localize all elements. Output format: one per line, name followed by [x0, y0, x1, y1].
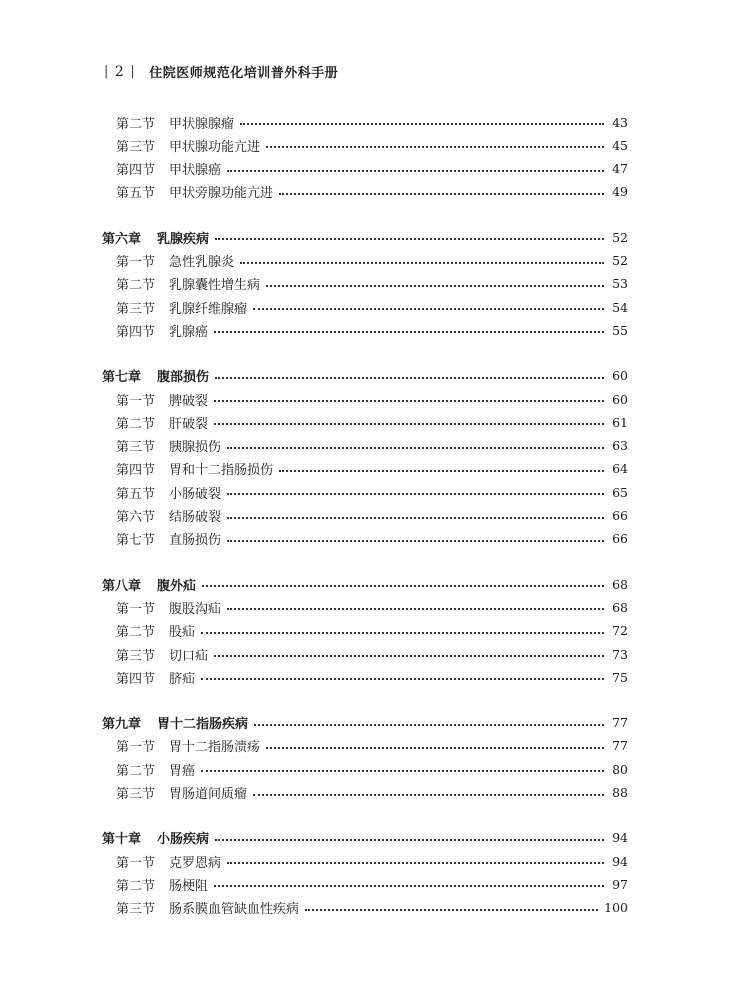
toc-entry-line [116, 598, 628, 617]
section-title: 胃十二指肠溃疡 [169, 740, 261, 756]
section-title: 腹股沟疝 [169, 601, 222, 617]
section-title: 结肠破裂 [169, 510, 222, 525]
dot-leader [266, 747, 604, 749]
dot-leader [214, 423, 604, 425]
dot-leader [305, 909, 598, 911]
chapter-number: 第十章 [102, 832, 142, 848]
section-number: 第二节 [116, 763, 156, 779]
toc-entry-line [102, 828, 628, 847]
chapter-number: 第七章 [102, 370, 142, 386]
toc-entry-line [116, 298, 628, 317]
page-number: 47 [612, 161, 628, 177]
section-title: 股疝 [169, 625, 196, 641]
dot-leader [215, 839, 604, 841]
chapter-number: 第八章 [102, 578, 142, 594]
toc-section-entry[interactable] [0, 621, 730, 641]
section-number: 第三节 [116, 902, 156, 918]
toc-entry-line [116, 898, 628, 917]
section-title: 急性乳腺炎 [169, 255, 235, 270]
header-page-number: 2 [114, 63, 125, 80]
section-number: 第四节 [116, 463, 156, 479]
toc-entry-line [116, 390, 628, 409]
section-number: 第二节 [116, 278, 156, 294]
toc-entry-line [116, 783, 628, 802]
toc-chapter-entry[interactable] [0, 227, 730, 247]
page-number: 63 [612, 438, 628, 454]
page-number: 61 [612, 414, 628, 430]
dot-leader [227, 170, 604, 172]
toc-section-entry[interactable] [0, 320, 730, 340]
toc-section-entry[interactable] [0, 874, 730, 894]
section-number: 第四节 [116, 324, 156, 340]
chapter-title: 乳腺疾病 [157, 231, 210, 247]
toc-section-entry[interactable] [0, 644, 730, 664]
section-number: 第一节 [116, 740, 156, 756]
page-number: 75 [612, 669, 628, 685]
section-number: 第二节 [116, 625, 156, 641]
toc-section-entry[interactable] [0, 412, 730, 432]
section-number: 第二节 [116, 416, 156, 432]
section-number: 第三节 [116, 301, 156, 317]
dot-leader [227, 608, 604, 610]
page-number: 66 [612, 508, 628, 523]
dot-leader [227, 517, 604, 519]
section-number: 第一节 [116, 601, 156, 617]
dot-leader [227, 447, 604, 449]
page-number: 45 [612, 137, 628, 153]
toc-entry-line [102, 713, 628, 732]
section-number: 第三节 [116, 648, 156, 664]
toc-section-entry[interactable] [0, 667, 730, 687]
page-number: 72 [612, 623, 628, 639]
page-number: 80 [612, 761, 628, 777]
toc-section-entry[interactable] [0, 135, 730, 155]
toc-section-entry[interactable] [0, 759, 730, 779]
dot-leader [214, 885, 604, 887]
page-number: 49 [612, 184, 628, 200]
toc-section-entry[interactable] [0, 783, 730, 803]
dot-leader [253, 794, 604, 796]
toc-section-entry[interactable] [0, 898, 730, 918]
dot-leader [202, 585, 604, 587]
page-number: 73 [612, 646, 628, 662]
toc-chapter-entry[interactable] [0, 713, 730, 733]
page-number: 94 [612, 830, 628, 846]
toc-entry-line [116, 436, 628, 455]
section-title: 乳腺纤维腺瘤 [169, 301, 248, 317]
toc-entry-line [116, 645, 628, 664]
dot-leader [279, 193, 604, 195]
dot-leader [266, 285, 604, 287]
page-number: 52 [612, 229, 628, 245]
dot-leader [201, 770, 604, 772]
section-title: 胃癌 [169, 763, 196, 779]
chapter-number: 第九章 [102, 717, 142, 733]
section-number: 第五节 [116, 486, 156, 502]
dot-leader [279, 470, 604, 472]
section-title: 甲状旁腺功能亢进 [169, 186, 274, 202]
dot-leader [227, 540, 604, 542]
toc-section-entry[interactable] [0, 389, 730, 409]
section-title: 肠梗阻 [169, 878, 209, 894]
dot-leader [227, 862, 604, 864]
dot-leader [253, 308, 604, 310]
page-number: 68 [612, 599, 628, 615]
section-title: 胰腺损伤 [169, 440, 222, 456]
section-number: 第一节 [116, 855, 156, 871]
dot-leader [214, 331, 604, 333]
toc-chapter-entry[interactable] [0, 828, 730, 848]
toc-section-entry[interactable] [0, 159, 730, 179]
toc-section-entry[interactable] [0, 851, 730, 871]
page-number: 52 [612, 253, 628, 268]
section-title: 肝破裂 [169, 416, 209, 432]
section-title: 脐疝 [169, 671, 196, 687]
dot-leader [254, 724, 604, 726]
chapter-title: 小肠疾病 [157, 832, 210, 848]
toc-entry-line [116, 182, 628, 201]
toc-chapter-entry[interactable] [0, 574, 730, 594]
section-number: 第三节 [116, 139, 156, 155]
section-number: 第四节 [116, 671, 156, 687]
toc-section-entry[interactable] [0, 736, 730, 756]
page-number: 54 [612, 299, 628, 315]
toc-section-entry[interactable] [0, 251, 730, 271]
dot-leader [214, 655, 604, 657]
section-number: 第二节 [116, 116, 156, 132]
section-title: 胃和十二指肠损伤 [169, 463, 274, 479]
page-number: 97 [612, 876, 628, 892]
section-number: 第四节 [116, 163, 156, 179]
page-number: 60 [612, 368, 628, 384]
dot-leader [201, 678, 604, 680]
section-title: 甲状腺腺瘤 [169, 116, 235, 132]
dot-leader [266, 146, 604, 148]
toc-entry-line [116, 274, 628, 293]
header-book-title: 住院医师规范化培训普外科手册 [149, 66, 339, 81]
chapter-title: 胃十二指肠疾病 [157, 717, 249, 733]
dot-leader [214, 400, 604, 402]
page-number: 60 [612, 391, 628, 407]
section-number: 第六节 [116, 510, 156, 525]
toc-entry-line [116, 159, 628, 178]
toc-entry-line [116, 529, 628, 548]
dot-leader [215, 377, 604, 379]
toc-section-entry[interactable] [0, 112, 730, 132]
section-title: 切口疝 [169, 648, 209, 664]
toc-entry-line [102, 575, 628, 594]
toc-entry-line [116, 621, 628, 640]
section-number: 第七节 [116, 533, 156, 549]
page-number: 55 [612, 322, 628, 338]
toc-entry-line [116, 875, 628, 894]
toc-section-entry[interactable] [0, 597, 730, 617]
page-number: 68 [612, 576, 628, 592]
section-title: 乳腺癌 [169, 324, 209, 340]
toc-section-entry[interactable] [0, 436, 730, 456]
toc-entry-line [116, 760, 628, 779]
toc-entry-line [116, 251, 628, 270]
chapter-title: 腹外疝 [157, 578, 197, 594]
chapter-title: 腹部损伤 [157, 370, 210, 386]
page-number: 94 [612, 853, 628, 869]
toc-entry-line [116, 413, 628, 432]
toc-entry-line [116, 668, 628, 687]
chapter-number: 第六章 [102, 231, 142, 247]
toc-entry-line [116, 321, 628, 340]
toc-chapter-entry[interactable] [0, 366, 730, 386]
section-title: 甲状腺癌 [169, 163, 222, 179]
toc-entry-line [116, 459, 628, 478]
toc-entry-line [116, 852, 628, 871]
section-number: 第二节 [116, 878, 156, 894]
toc-section-entry[interactable] [0, 274, 730, 294]
toc-section-entry[interactable] [0, 482, 730, 502]
toc-entry-line [116, 136, 628, 155]
running-header [98, 62, 338, 81]
section-title: 脾破裂 [169, 393, 209, 409]
section-title: 肠系膜血管缺血性疾病 [169, 902, 300, 918]
section-number: 第三节 [116, 787, 156, 802]
toc-entry-line [116, 113, 628, 132]
header-divider: | [104, 64, 109, 79]
section-title: 直肠损伤 [169, 533, 222, 549]
section-title: 克罗恩病 [169, 855, 222, 871]
dot-leader [215, 238, 604, 240]
page-number: 43 [612, 114, 628, 130]
page-number: 88 [612, 785, 628, 800]
toc-entry-line [102, 366, 628, 385]
dot-leader [227, 493, 604, 495]
toc-section-entry[interactable] [0, 459, 730, 479]
page-number: 65 [612, 484, 628, 500]
toc-entry-line [116, 736, 628, 755]
section-number: 第一节 [116, 393, 156, 409]
section-title: 乳腺囊性增生病 [169, 278, 261, 294]
toc-entry-line [116, 506, 628, 525]
page-number: 64 [612, 461, 628, 477]
header-divider: | [130, 64, 136, 79]
dot-leader [240, 123, 604, 125]
section-title: 小肠破裂 [169, 486, 222, 502]
page-number: 77 [612, 738, 628, 754]
section-number: 第五节 [116, 186, 156, 202]
toc-entry-line [116, 483, 628, 502]
toc-section-entry[interactable] [0, 297, 730, 317]
toc-section-entry[interactable] [0, 529, 730, 549]
section-number: 第一节 [116, 255, 156, 270]
toc-section-entry[interactable] [0, 506, 730, 526]
section-title: 甲状腺功能亢进 [169, 139, 261, 155]
toc-section-entry[interactable] [0, 182, 730, 202]
toc-entry-line [102, 228, 628, 247]
dot-leader [201, 632, 604, 634]
section-number: 第三节 [116, 440, 156, 456]
section-title: 胃肠道间质瘤 [169, 787, 248, 802]
dot-leader [240, 262, 604, 264]
page-number: 53 [612, 276, 628, 292]
page-number: 77 [612, 715, 628, 731]
page-number: 66 [612, 531, 628, 547]
page-number: 100 [604, 900, 628, 916]
